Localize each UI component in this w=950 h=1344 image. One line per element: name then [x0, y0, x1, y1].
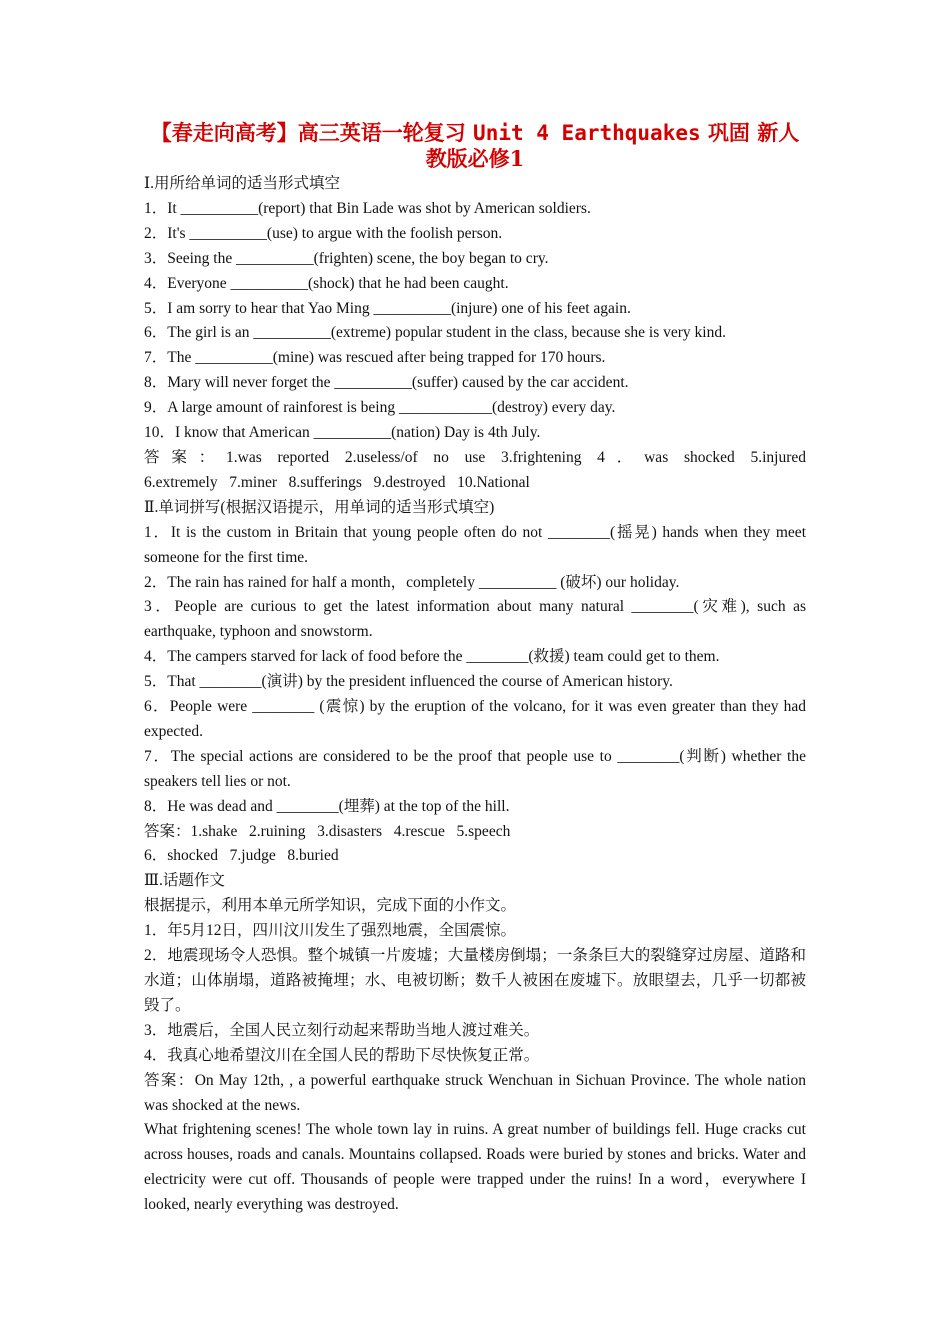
title-line-1	[144, 120, 806, 146]
title-line-2: 教版必修1	[425, 146, 525, 171]
document-title	[144, 120, 806, 172]
question-item: 8．He was dead and ________(埋葬) at the top of the hill.	[144, 797, 510, 815]
answer-paragraph-2: What frightening scenes! The whole town lay in ruins. A great number of buildings fell. Huge cracks cut across houses, roads and canals. Mountains collapsed. Roads were buried by stones and bricks. Water and electricity were cut off. Thousands of people were trapped under the ruins! In a word，everywhere I looked, nearly everything was destroyed.	[144, 1121, 806, 1214]
question-item: 2．The rain has rained for half a month，completely __________ (破坏) our holiday.	[144, 573, 680, 591]
title-cn-b: 巩固 新人	[700, 120, 800, 145]
answer-key-line-1: 答案：1.shake 2.ruining 3.disasters 4.rescue 5.speech	[144, 822, 511, 840]
question-item: 4．The campers starved for lack of food before the ________(救援) team could get to them.	[144, 648, 720, 666]
question-item: 8．Mary will never forget the __________(suffer) caused by the car accident.	[144, 374, 629, 392]
prompt-item: 4．我真心地希望汶川在全国人民的帮助下尽快恢复正常。	[144, 1046, 540, 1064]
question-item: 6．People were ________ (震惊) by the eruption of the volcano, for it was even greater than they had expected.	[144, 698, 806, 740]
answer-key-line-2: 6．shocked 7.judge 8.buried	[144, 847, 339, 865]
answer-key-line-2: 6.extremely 7.miner 8.sufferings 9.destroyed 10.National	[144, 473, 530, 491]
question-item: 7．The __________(mine) was rescued after being trapped for 170 hours.	[144, 349, 606, 367]
question-item: 5．That ________(演讲) by the president influenced the course of American history.	[144, 673, 673, 691]
section-3	[144, 869, 806, 1218]
section-2-heading: Ⅱ.单词拼写(根据汉语提示，用单词的适当形式填空)	[144, 498, 495, 516]
section-3-heading: Ⅲ.话题作文	[144, 872, 225, 890]
question-item: 7．The special actions are considered to be the proof that people use to ________(判断) whether the speakers tell lies or not.	[144, 747, 806, 790]
prompt-item: 1．年5月12日，四川汶川发生了强烈地震，全国震惊。	[144, 922, 517, 940]
title-en: Unit 4 Earthquakes	[473, 121, 701, 145]
question-item: 9．A large amount of rainforest is being ____________(destroy) every day.	[144, 399, 616, 417]
question-item: 2．It's __________(use) to argue with the foolish person.	[144, 224, 503, 242]
question-item: 3．Seeing the __________(frighten) scene, the boy began to cry.	[144, 249, 549, 267]
question-item: 1．It __________(report) that Bin Lade was shot by American soldiers.	[144, 199, 591, 217]
section-1-heading: Ⅰ.用所给单词的适当形式填空	[144, 175, 340, 192]
document-page	[144, 120, 806, 1218]
question-item: 10．I know that American __________(nation) Day is 4th July.	[144, 424, 541, 442]
prompt-item: 3．地震后，全国人民立刻行动起来帮助当地人渡过难关。	[144, 1021, 540, 1039]
title-cn-a: 【春走向高考】高三英语一轮复习	[150, 120, 474, 145]
question-item: 1．It is the custom in Britain that young people often do not ________(摇晃) hands when they meet someone for the first time.	[144, 523, 806, 566]
section-2	[144, 496, 806, 870]
question-item: 6．The girl is an __________(extreme) popular student in the class, because she is very kind.	[144, 324, 726, 342]
section-1	[144, 172, 806, 496]
answer-key-line-1: 答案：1.was reported 2.useless/of no use 3.frightening 4．was shocked 5.injured	[144, 448, 806, 466]
answer-paragraph-1: 答案：On May 12th, , a powerful earthquake struck Wenchuan in Sichuan Province. The whole nation was shocked at the news.	[144, 1071, 806, 1114]
prompt-item: 2．地震现场令人恐惧。整个城镇一片废墟；大量楼房倒塌；一条条巨大的裂缝穿过房屋、道路和水道；山体崩塌，道路被掩埋；水、电被切断；数千人被困在废墟下。放眼望去，几乎一切都被毁了。	[144, 947, 806, 1014]
question-item: 5．I am sorry to hear that Yao Ming __________(injure) one of his feet again.	[144, 299, 631, 317]
section-3-intro: 根据提示，利用本单元所学知识，完成下面的小作文。	[144, 897, 517, 915]
question-item: 4．Everyone __________(shock) that he had been caught.	[144, 274, 509, 292]
question-item: 3．People are curious to get the latest information about many natural ________(灾难), such as earthquake, typhoon and snowstorm.	[144, 598, 806, 641]
